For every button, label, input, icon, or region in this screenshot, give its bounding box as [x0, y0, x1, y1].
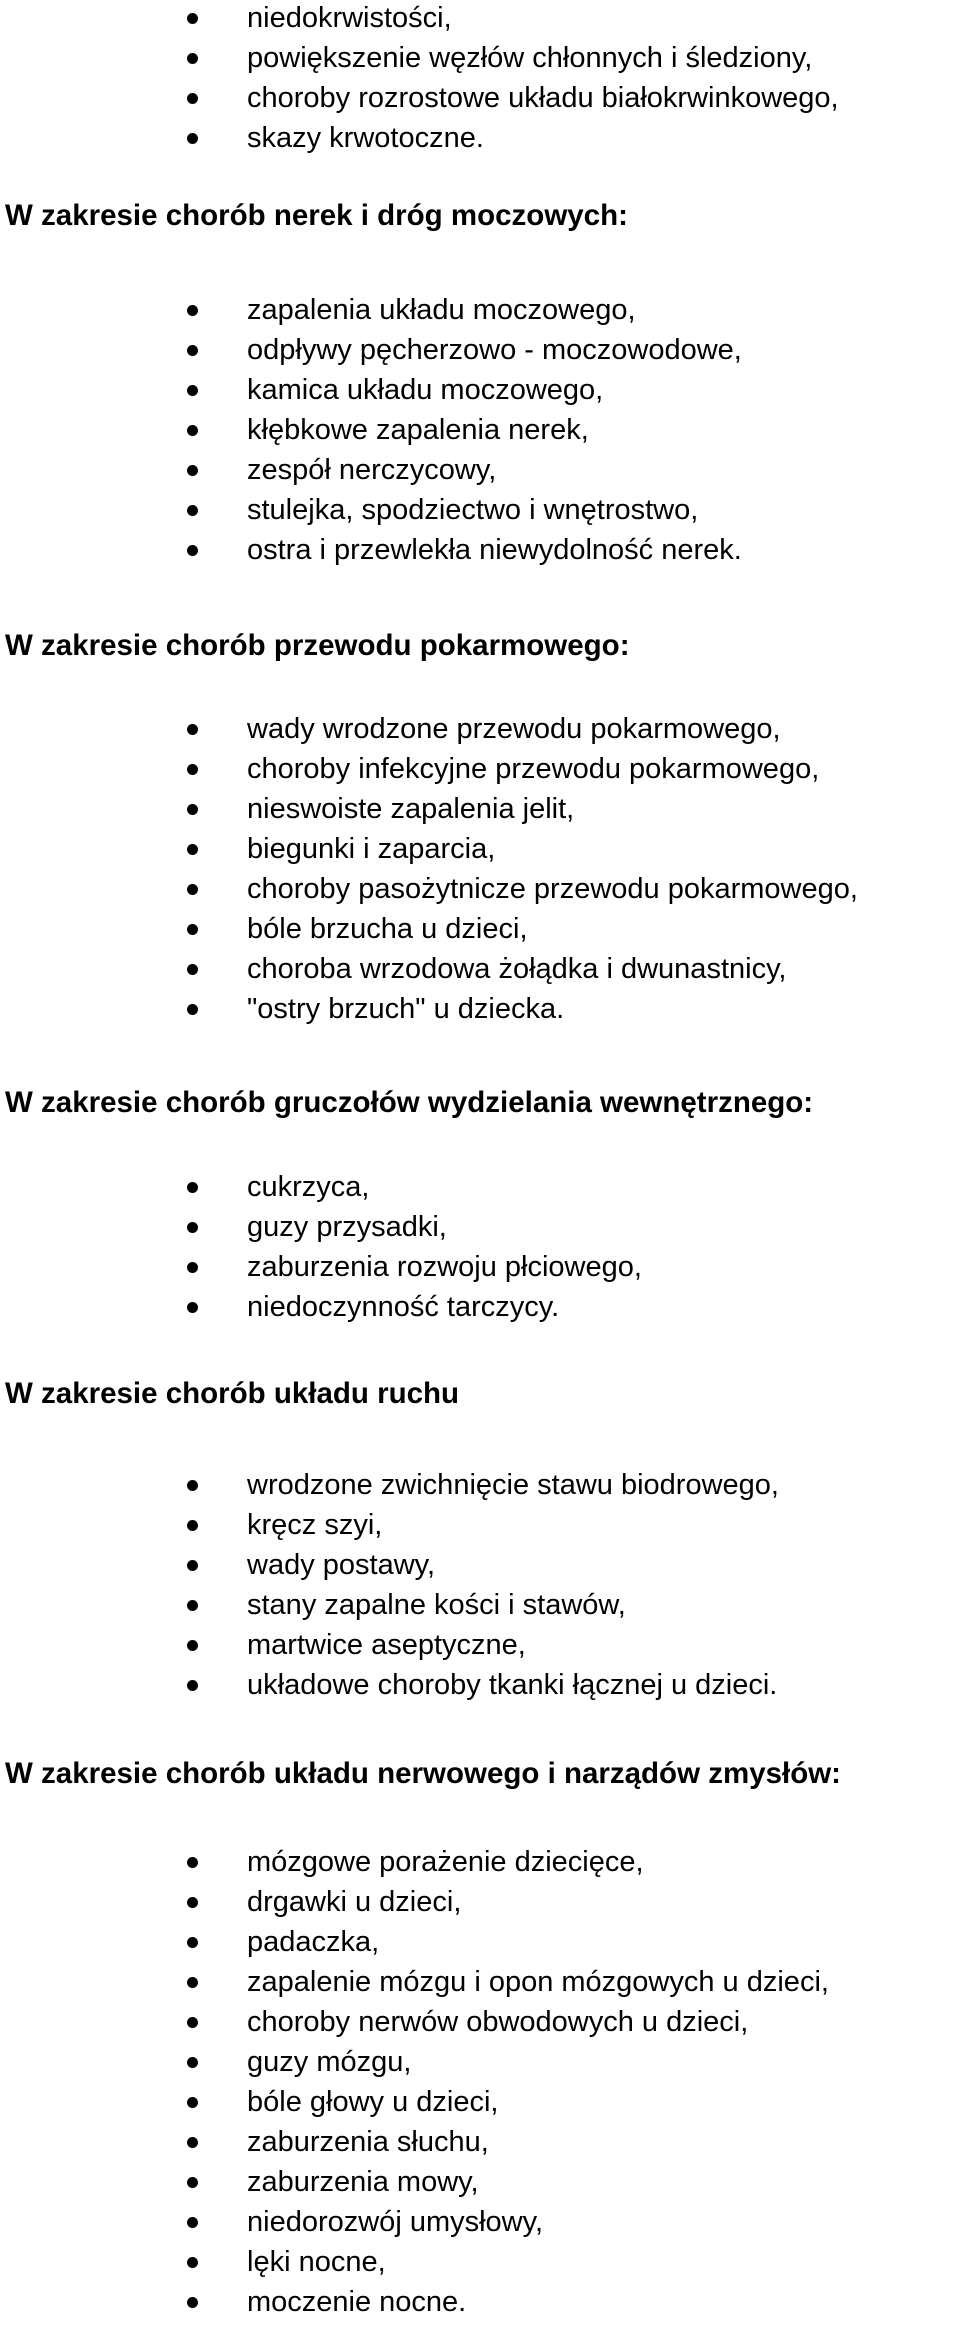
- list-item: zaburzenia rozwoju płciowego,: [0, 1247, 642, 1287]
- bullet-icon: [187, 924, 198, 935]
- bullet-icon: [187, 804, 198, 815]
- bullet-icon: [187, 1004, 198, 1015]
- bullet-icon: [187, 545, 198, 556]
- bullet-icon: [187, 2217, 198, 2228]
- list-item: zespół nerczycowy,: [0, 450, 742, 490]
- list-item: zaburzenia mowy,: [0, 2162, 829, 2202]
- bullet-icon: [187, 2097, 198, 2108]
- nervous-section-heading: W zakresie chorób układu nerwowego i narządów zmysłów:: [5, 1757, 841, 1790]
- endocrine-section-heading: W zakresie chorób gruczołów wydzielania wewnętrznego:: [5, 1086, 814, 1119]
- list-item: niedokrwistości,: [0, 0, 839, 38]
- list-item: zaburzenia słuchu,: [0, 2122, 829, 2162]
- bullet-icon: [187, 1897, 198, 1908]
- list-item: wrodzone zwichnięcie stawu biodrowego,: [0, 1465, 779, 1505]
- list-item: drgawki u dzieci,: [0, 1882, 829, 1922]
- bullet-icon: [187, 345, 198, 356]
- bullet-icon: [187, 53, 198, 64]
- list-item: choroby infekcyjne przewodu pokarmowego,: [0, 749, 858, 789]
- bullet-icon: [187, 1560, 198, 1571]
- blood-disease-list: [0, 0, 839, 158]
- list-item: kręcz szyi,: [0, 1505, 779, 1545]
- list-item: zapalenia układu moczowego,: [0, 290, 742, 330]
- bullet-icon: [187, 2057, 198, 2068]
- list-item: choroby nerwów obwodowych u dzieci,: [0, 2002, 829, 2042]
- bullet-icon: [187, 305, 198, 316]
- bullet-icon: [187, 1680, 198, 1691]
- list-item: choroby rozrostowe układu białokrwinkowego,: [0, 78, 839, 118]
- list-item: niedoczynność tarczycy.: [0, 1287, 642, 1327]
- bullet-icon: [187, 1937, 198, 1948]
- bullet-icon: [187, 93, 198, 104]
- list-item: biegunki i zaparcia,: [0, 829, 858, 869]
- list-item: moczenie nocne.: [0, 2282, 829, 2322]
- endocrine-disease-list: [0, 1167, 642, 1327]
- list-item: kamica układu moczowego,: [0, 370, 742, 410]
- list-item: zapalenie mózgu i opon mózgowych u dzieci,: [0, 1962, 829, 2002]
- bullet-icon: [187, 1262, 198, 1273]
- kidney-section-heading: W zakresie chorób nerek i dróg moczowych:: [5, 199, 628, 232]
- bullet-icon: [187, 764, 198, 775]
- list-item: kłębkowe zapalenia nerek,: [0, 410, 742, 450]
- list-item: powiększenie węzłów chłonnych i śledziony,: [0, 38, 839, 78]
- bullet-icon: [187, 1640, 198, 1651]
- list-item: skazy krwotoczne.: [0, 118, 839, 158]
- bullet-icon: [187, 884, 198, 895]
- list-item: odpływy pęcherzowo - moczowodowe,: [0, 330, 742, 370]
- list-item: wady wrodzone przewodu pokarmowego,: [0, 709, 858, 749]
- digestive-disease-list: [0, 709, 858, 1029]
- list-item: choroba wrzodowa żołądka i dwunastnicy,: [0, 949, 858, 989]
- bullet-icon: [187, 13, 198, 24]
- list-item: stulejka, spodziectwo i wnętrostwo,: [0, 490, 742, 530]
- list-item: nieswoiste zapalenia jelit,: [0, 789, 858, 829]
- list-item: mózgowe porażenie dziecięce,: [0, 1842, 829, 1882]
- bullet-icon: [187, 844, 198, 855]
- bullet-icon: [187, 1520, 198, 1531]
- bullet-icon: [187, 2177, 198, 2188]
- bullet-icon: [187, 465, 198, 476]
- bullet-icon: [187, 425, 198, 436]
- bullet-icon: [187, 1857, 198, 1868]
- bullet-icon: [187, 1302, 198, 1313]
- locomotor-disease-list: [0, 1465, 779, 1705]
- list-item: niedorozwój umysłowy,: [0, 2202, 829, 2242]
- bullet-icon: [187, 133, 198, 144]
- bullet-icon: [187, 724, 198, 735]
- list-item: guzy przysadki,: [0, 1207, 642, 1247]
- locomotor-section-heading: W zakresie chorób układu ruchu: [5, 1377, 460, 1410]
- bullet-icon: [187, 2297, 198, 2308]
- bullet-icon: [187, 1480, 198, 1491]
- bullet-icon: [187, 505, 198, 516]
- bullet-icon: [187, 2257, 198, 2268]
- bullet-icon: [187, 385, 198, 396]
- kidney-disease-list: [0, 290, 742, 570]
- list-item: bóle głowy u dzieci,: [0, 2082, 829, 2122]
- bullet-icon: [187, 2017, 198, 2028]
- list-item: "ostry brzuch" u dziecka.: [0, 989, 858, 1029]
- nervous-disease-list: [0, 1842, 829, 2322]
- bullet-icon: [187, 964, 198, 975]
- list-item: lęki nocne,: [0, 2242, 829, 2282]
- list-item: choroby pasożytnicze przewodu pokarmowego,: [0, 869, 858, 909]
- list-item: martwice aseptyczne,: [0, 1625, 779, 1665]
- digestive-section-heading: W zakresie chorób przewodu pokarmowego:: [5, 629, 630, 662]
- list-item: bóle brzucha u dzieci,: [0, 909, 858, 949]
- list-item: padaczka,: [0, 1922, 829, 1962]
- list-item: wady postawy,: [0, 1545, 779, 1585]
- list-item: guzy mózgu,: [0, 2042, 829, 2082]
- bullet-icon: [187, 1600, 198, 1611]
- bullet-icon: [187, 1977, 198, 1988]
- list-item: układowe choroby tkanki łącznej u dzieci.: [0, 1665, 779, 1705]
- list-item: cukrzyca,: [0, 1167, 642, 1207]
- bullet-icon: [187, 1182, 198, 1193]
- list-item: stany zapalne kości i stawów,: [0, 1585, 779, 1625]
- bullet-icon: [187, 1222, 198, 1233]
- bullet-icon: [187, 2137, 198, 2148]
- list-item: ostra i przewlekła niewydolność nerek.: [0, 530, 742, 570]
